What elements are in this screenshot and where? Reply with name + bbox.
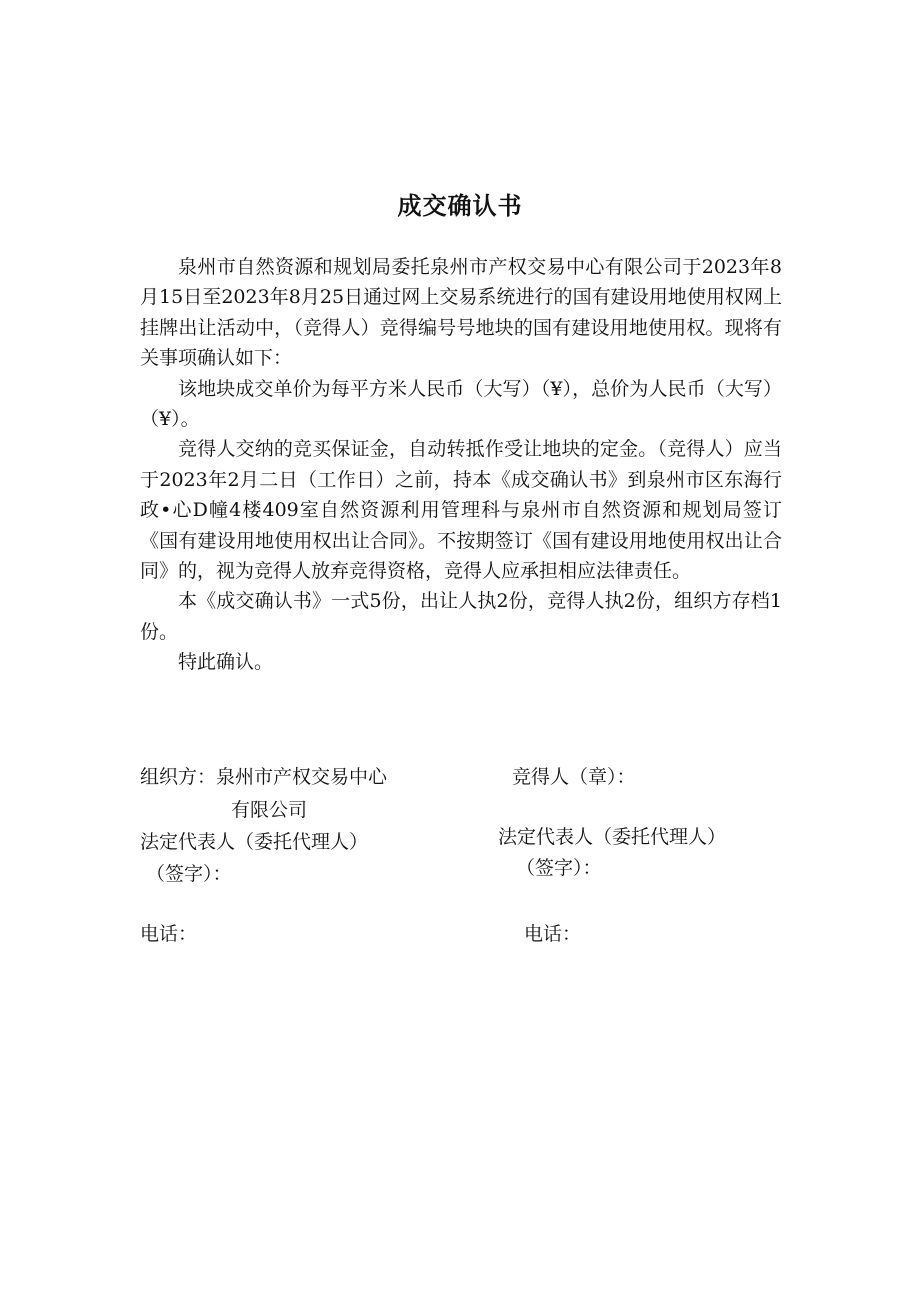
document-body xyxy=(140,252,782,678)
paragraph-closing: 特此确认。 xyxy=(178,651,274,674)
right-phone-label: 电话： xyxy=(524,923,582,945)
left-phone-label: 电话： xyxy=(140,923,198,945)
paragraph-intro: 泉州市自然资源和规划局委托泉州市产权交易中心有限公司于2023年8月15日至2023年8月25日通过网上交易系统进行的国有建设用地使用权网上挂牌出让活动中，（竞得人）竞得编号号地块的国有建设用地使用权。现将有关事项确认如下： xyxy=(140,256,782,370)
left-signature-label: （签字）： xyxy=(146,863,232,885)
document-title: 成交确认书 xyxy=(397,192,523,220)
left-legal-rep-label: 法定代表人（委托代理人） xyxy=(140,831,369,853)
paragraph-deposit: 竞得人交纳的竞买保证金，自动转抵作受让地块的定金。（竞得人）应当于2023年2月二日（工作日）之前，持本《成交确认书》到泉州市区东海行政•心D幢4楼409室自然资源利用管理科与泉州市自然资源和规划局签订《国有建设用地使用权出让合同》。不按期签订《国有建设用地使用权出让合同》的，视为竞得人放弃竞得资格，竞得人应承担相应法律责任。 xyxy=(140,438,782,583)
right-signature-label: （签字）： xyxy=(516,857,602,879)
organizer-label-continued: 有限公司 xyxy=(231,799,308,821)
paragraph-copies: 本《成交确认书》一式5份，出让人执2份，竞得人执2份，组织方存档1份。 xyxy=(140,590,782,643)
bidder-seal-label: 竞得人（章）： xyxy=(512,766,636,788)
paragraph-price: 该地块成交单价为每平方米人民币（大写）（¥），总价为人民币（大写）（¥）。 xyxy=(140,377,782,431)
organizer-label: 组织方：泉州市产权交易中心 xyxy=(140,766,388,788)
right-legal-rep-label: 法定代表人（委托代理人） xyxy=(498,826,727,848)
